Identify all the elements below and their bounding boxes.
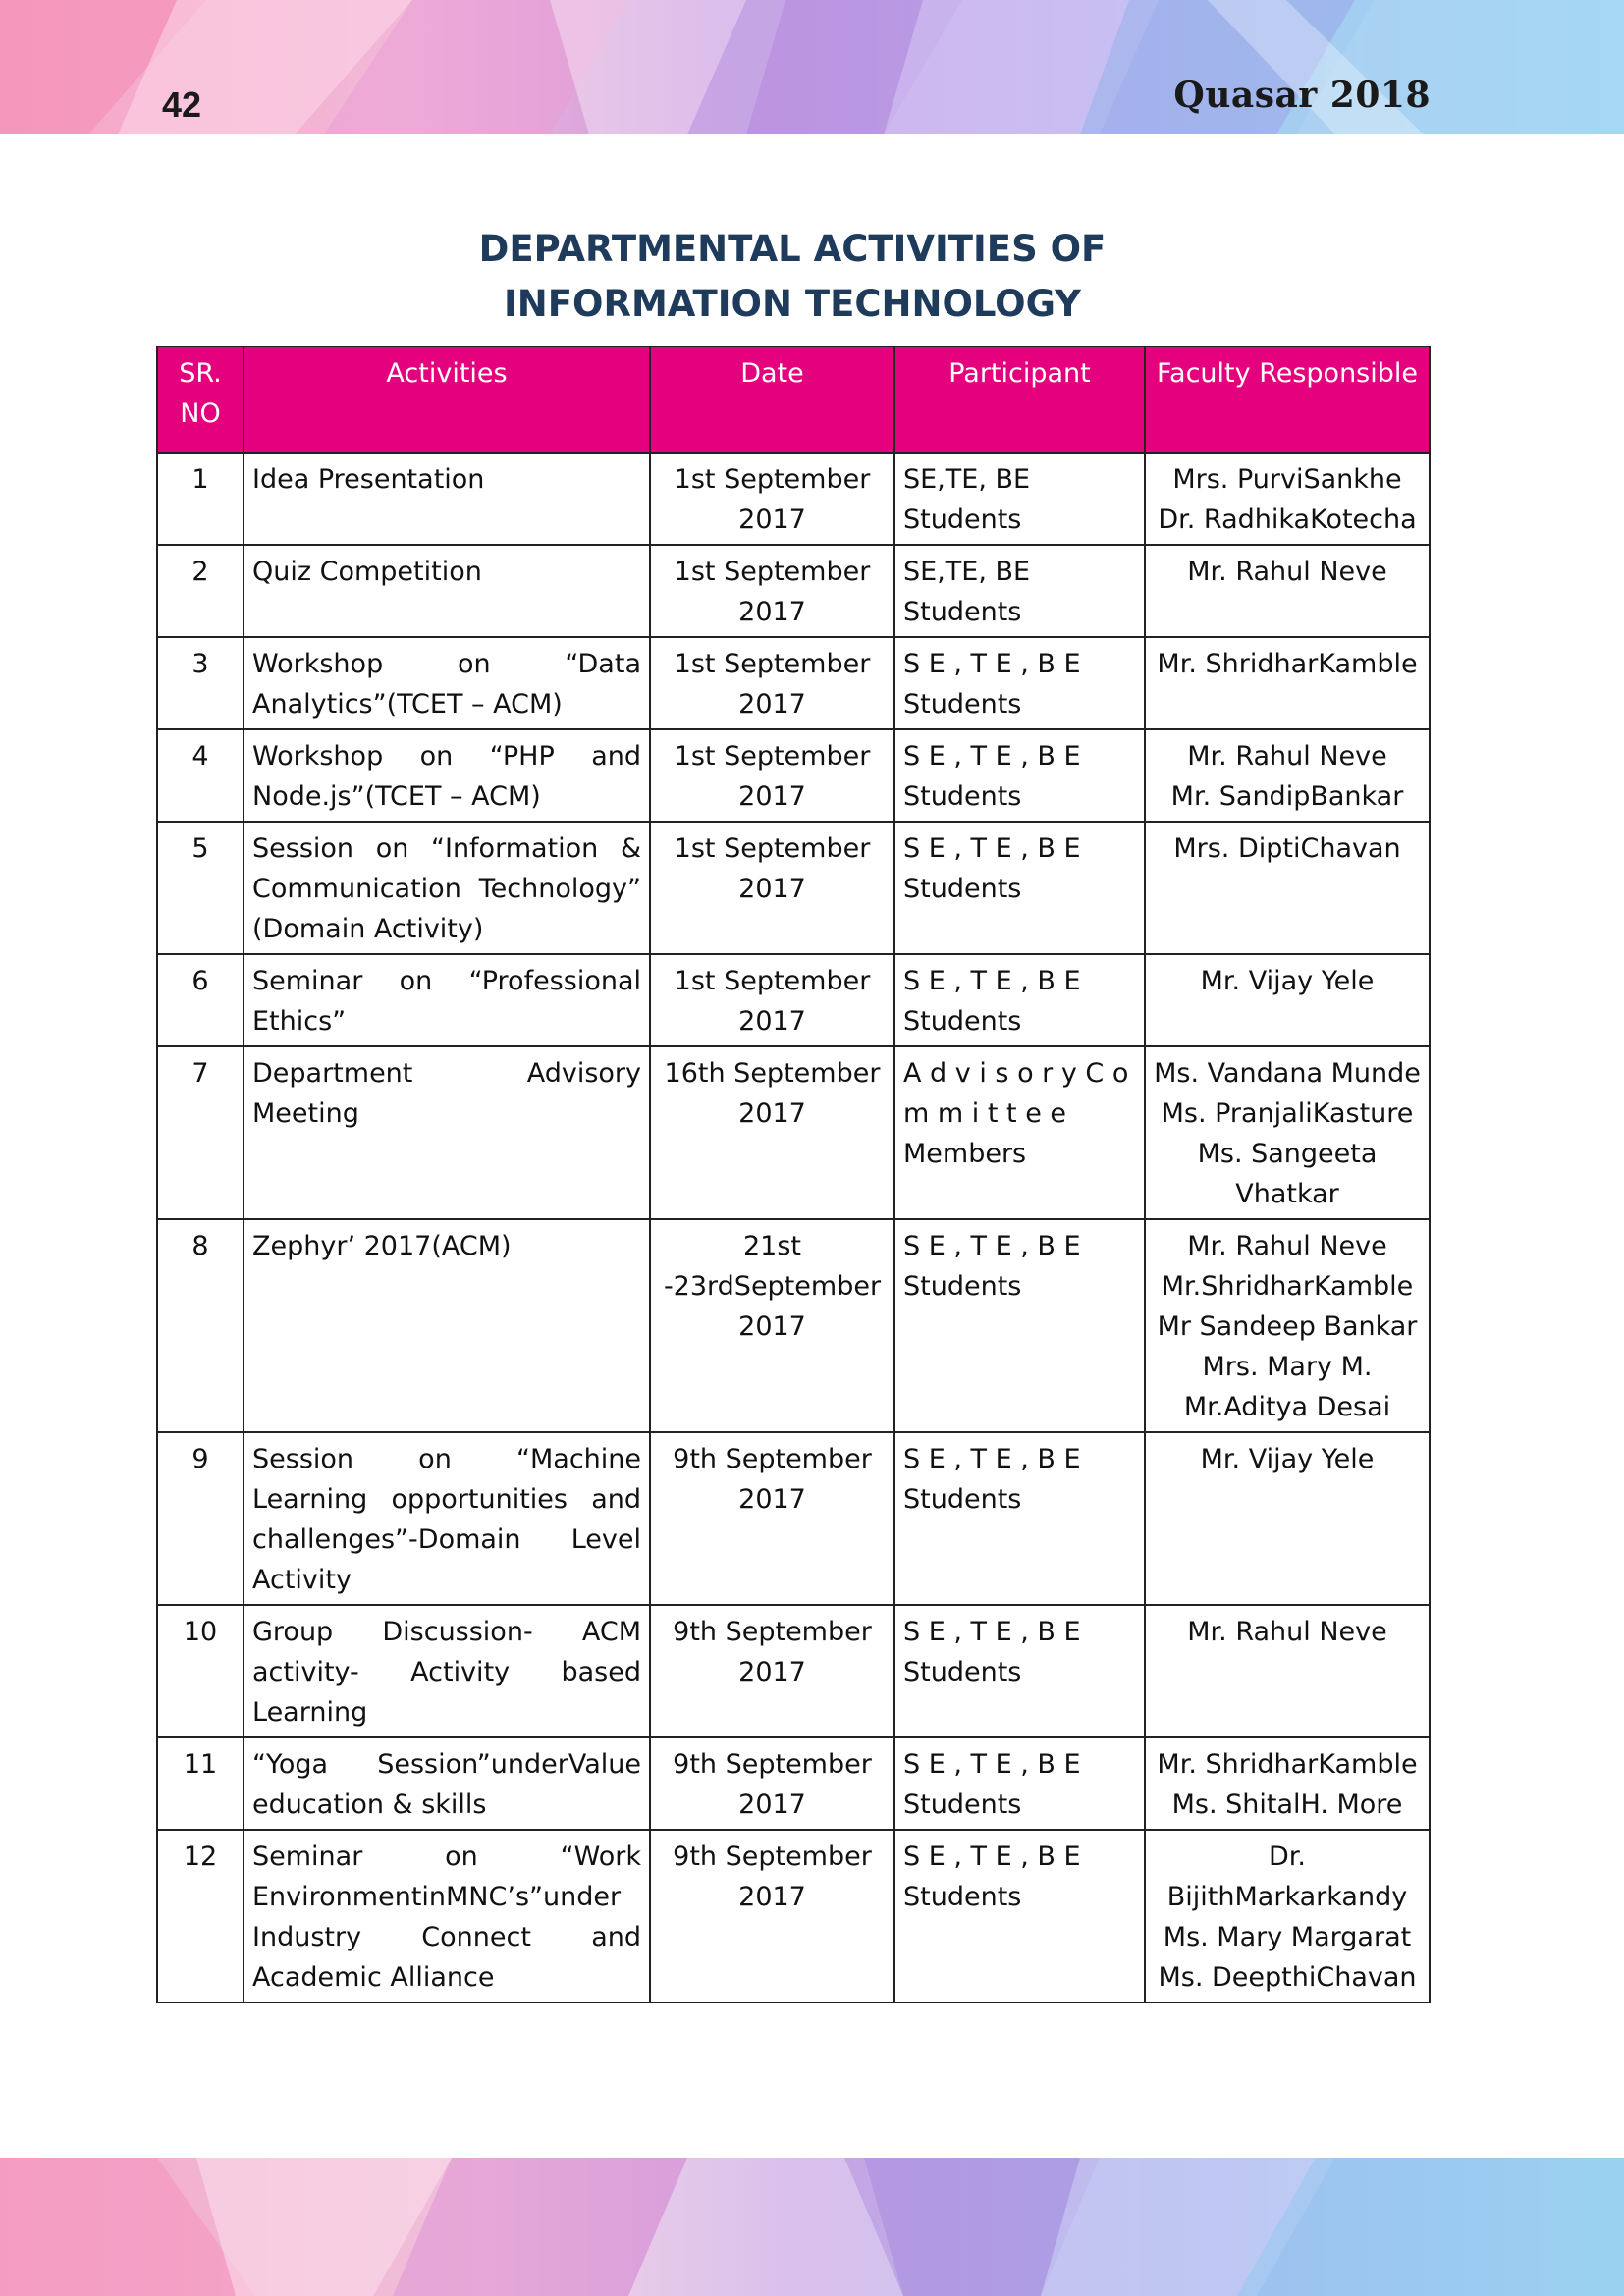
cell-activity: Seminar on “Work EnvironmentinMNC’s”under Industry Connect and Academic Alliance: [244, 1830, 650, 2002]
cell-sr-no: 12: [157, 1830, 244, 2002]
header-date: Date: [650, 347, 894, 453]
cell-participant: S E , T E , B E Students: [894, 822, 1145, 954]
cell-faculty: [1145, 822, 1430, 954]
table-row: [157, 822, 1430, 954]
cell-sr-no: 4: [157, 729, 244, 822]
publication-title: Quasar 2018: [1173, 75, 1431, 116]
faculty-name: Mrs. DiptiChavan: [1173, 833, 1401, 864]
cell-date: 9th September 2017: [650, 1737, 894, 1830]
cell-participant: SE,TE, BE Students: [894, 453, 1145, 545]
cell-faculty: [1145, 545, 1430, 637]
table-row: [157, 729, 1430, 822]
faculty-name: Ms. Sangeeta Vhatkar: [1197, 1139, 1378, 1209]
table-header-row: [157, 347, 1430, 453]
activities-table: [156, 346, 1431, 2003]
cell-activity: Seminar on “Professional Ethics”: [244, 954, 650, 1046]
faculty-name: Mr. Rahul Neve: [1187, 557, 1387, 587]
faculty-name: Mr. Rahul Neve: [1187, 741, 1387, 772]
cell-sr-no: 1: [157, 453, 244, 545]
cell-faculty: [1145, 1605, 1430, 1737]
table-row: [157, 1830, 1430, 2002]
cell-faculty: [1145, 1219, 1430, 1432]
section-title-line-1: DEPARTMENTAL ACTIVITIES OF: [478, 228, 1107, 270]
cell-activity: Quiz Competition: [244, 545, 650, 637]
cell-faculty: [1145, 637, 1430, 729]
header-sr-no: SR. NO: [157, 347, 244, 453]
faculty-name: Mr. ShridharKamble: [1157, 1749, 1418, 1780]
cell-date: 1st September 2017: [650, 545, 894, 637]
table-row: [157, 453, 1430, 545]
cell-date: 1st September 2017: [650, 637, 894, 729]
faculty-name: Ms. Vandana Munde: [1154, 1058, 1421, 1089]
section-title-line-2: INFORMATION TECHNOLOGY: [504, 283, 1081, 325]
cell-sr-no: 2: [157, 545, 244, 637]
header-faculty: Faculty Responsible: [1145, 347, 1430, 453]
cell-participant: S E , T E , B E Students: [894, 1219, 1145, 1432]
cell-faculty: [1145, 1737, 1430, 1830]
faculty-name: Mr Sandeep Bankar: [1157, 1311, 1418, 1342]
cell-date: 9th September 2017: [650, 1605, 894, 1737]
cell-faculty: [1145, 1830, 1430, 2002]
cell-sr-no: 7: [157, 1046, 244, 1219]
cell-faculty: [1145, 729, 1430, 822]
cell-participant: S E , T E , B E Students: [894, 729, 1145, 822]
header-participant: Participant: [894, 347, 1145, 453]
cell-date: 1st September 2017: [650, 729, 894, 822]
faculty-name: Mr. Rahul Neve: [1187, 1617, 1387, 1647]
faculty-name: Ms. PranjaliKasture: [1161, 1098, 1414, 1129]
cell-date: 1st September 2017: [650, 954, 894, 1046]
cell-sr-no: 5: [157, 822, 244, 954]
table-row: [157, 545, 1430, 637]
table-row: [157, 1432, 1430, 1605]
cell-date: 16th September 2017: [650, 1046, 894, 1219]
cell-activity: Zephyr’ 2017(ACM): [244, 1219, 650, 1432]
table-row: [157, 1219, 1430, 1432]
table-row: [157, 1737, 1430, 1830]
faculty-name: Ms. ShitalH. More: [1171, 1789, 1403, 1820]
cell-date: 21st -23rdSeptember 2017: [650, 1219, 894, 1432]
cell-sr-no: 3: [157, 637, 244, 729]
faculty-name: Mr. Vijay Yele: [1200, 1444, 1375, 1474]
cell-participant: SE,TE, BE Students: [894, 545, 1145, 637]
cell-sr-no: 8: [157, 1219, 244, 1432]
table-body: [157, 453, 1430, 2002]
cell-participant: S E , T E , B E Students: [894, 1830, 1145, 2002]
faculty-name: Mr. SandipBankar: [1170, 781, 1404, 812]
cell-faculty: [1145, 1046, 1430, 1219]
cell-activity: Workshop on “Data Analytics”(TCET – ACM): [244, 637, 650, 729]
cell-activity: Group Discussion- ACM activity- Activity based Learning: [244, 1605, 650, 1737]
faculty-name: Mrs. PurviSankhe: [1172, 464, 1402, 495]
cell-participant: S E , T E , B E Students: [894, 1432, 1145, 1605]
cell-activity: Session on “Information & Communication Technology” (Domain Activity): [244, 822, 650, 954]
faculty-name: Dr. RadhikaKotecha: [1158, 505, 1417, 535]
cell-faculty: [1145, 954, 1430, 1046]
cell-sr-no: 9: [157, 1432, 244, 1605]
cell-sr-no: 6: [157, 954, 244, 1046]
cell-activity: Department Advisory Meeting: [244, 1046, 650, 1219]
footer-decorative-band: [0, 2158, 1624, 2296]
cell-sr-no: 11: [157, 1737, 244, 1830]
table-row: [157, 954, 1430, 1046]
cell-participant: A d v i s o r y C o m m i t t e e Members: [894, 1046, 1145, 1219]
faculty-name: Ms. Mary Margarat: [1163, 1922, 1412, 1952]
cell-participant: S E , T E , B E Students: [894, 954, 1145, 1046]
faculty-name: Dr. BijithMarkarkandy: [1166, 1842, 1408, 1912]
faculty-name: Mr.Aditya Desai: [1183, 1392, 1391, 1422]
cell-date: 1st September 2017: [650, 822, 894, 954]
table-row: [157, 1046, 1430, 1219]
faculty-name: Mr. Vijay Yele: [1200, 966, 1375, 996]
header-activities: Activities: [244, 347, 650, 453]
cell-activity: “Yoga Session”underValue education & skills: [244, 1737, 650, 1830]
faculty-name: Mr. Rahul Neve: [1187, 1231, 1387, 1261]
faculty-name: Mr. ShridharKamble: [1157, 649, 1418, 679]
cell-participant: S E , T E , B E Students: [894, 1605, 1145, 1737]
cell-faculty: [1145, 453, 1430, 545]
table-row: [157, 637, 1430, 729]
page-number: 42: [162, 84, 202, 125]
faculty-name: Ms. DeepthiChavan: [1158, 1962, 1417, 1993]
cell-date: 1st September 2017: [650, 453, 894, 545]
faculty-name: Mrs. Mary M.: [1202, 1352, 1373, 1382]
cell-activity: Session on “Machine Learning opportunities and challenges”-Domain Level Activity: [244, 1432, 650, 1605]
cell-date: 9th September 2017: [650, 1432, 894, 1605]
cell-sr-no: 10: [157, 1605, 244, 1737]
table-row: [157, 1605, 1430, 1737]
cell-activity: Idea Presentation: [244, 453, 650, 545]
cell-participant: S E , T E , B E Students: [894, 637, 1145, 729]
cell-participant: S E , T E , B E Students: [894, 1737, 1145, 1830]
cell-date: 9th September 2017: [650, 1830, 894, 2002]
faculty-name: Mr.ShridharKamble: [1161, 1271, 1414, 1302]
footer-pattern-graphic: [0, 2158, 1624, 2296]
cell-activity: Workshop on “PHP and Node.js”(TCET – ACM): [244, 729, 650, 822]
cell-faculty: [1145, 1432, 1430, 1605]
